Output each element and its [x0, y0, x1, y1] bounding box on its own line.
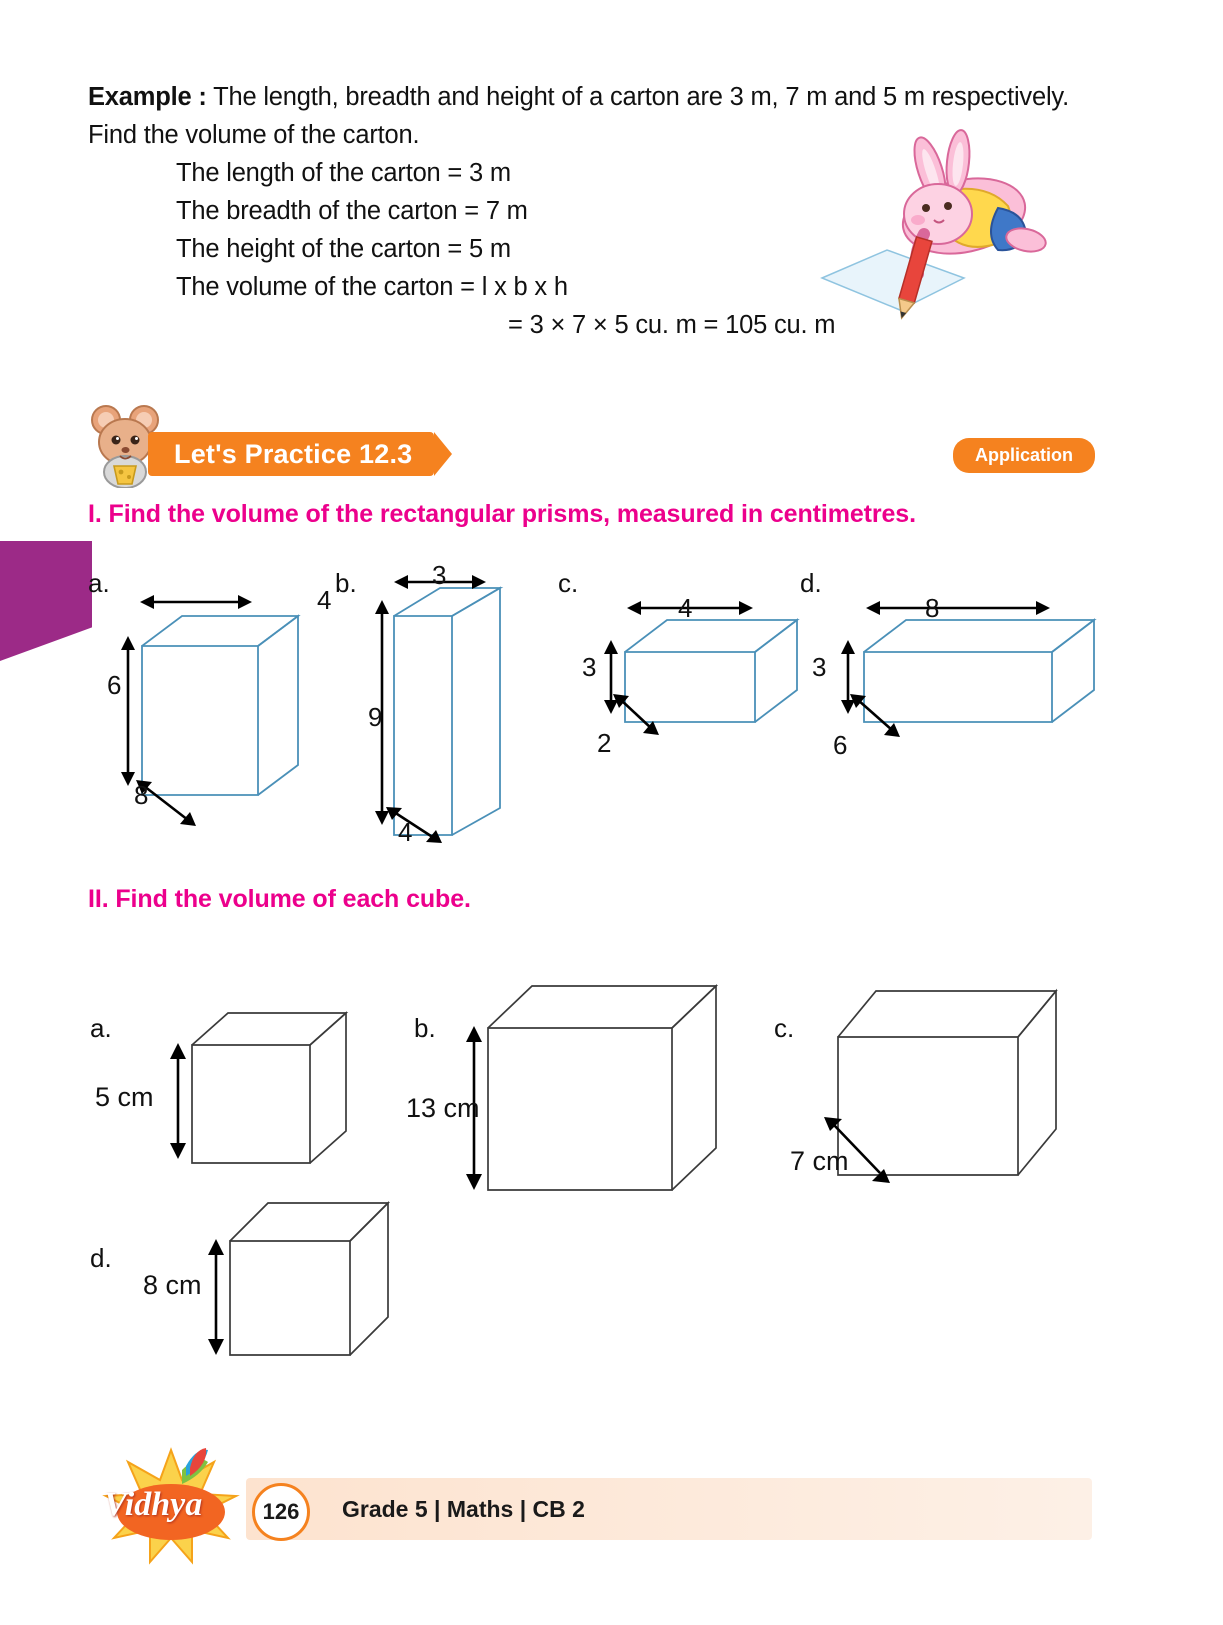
dim-arrow-top-d	[866, 601, 1050, 615]
dim-arrow-top-a	[140, 595, 252, 609]
dim-label-b-height: 9	[368, 702, 383, 732]
cube-a-side-label: 5 cm	[95, 1082, 154, 1112]
application-badge: Application	[953, 438, 1095, 473]
dim-arrow-height-a	[121, 636, 135, 786]
item-letter-2c: c.	[774, 1013, 795, 1043]
dim-label-d-top: 8	[925, 593, 940, 623]
prism-figure-b	[372, 570, 572, 850]
dim-label-a-top: 4	[317, 585, 332, 615]
section-heading-2: II. Find the volume of each cube.	[88, 885, 471, 913]
cube-figure-d	[208, 1193, 418, 1378]
dim-label-c-height: 3	[582, 652, 597, 682]
rabbit-illustration	[812, 128, 1062, 328]
example-line-1: The length of the carton = 3 m	[176, 159, 511, 187]
dim-label-d-depth: 6	[833, 730, 848, 760]
prism-figure-c	[595, 590, 825, 770]
example-statement-text: The length, breadth and height of a carton are 3 m, 7 m and 5 m respectively. Find the volume of the carton.	[88, 83, 1069, 149]
item-letter-2d: d.	[90, 1243, 112, 1273]
example-line-3: The height of the carton = 5 m	[176, 235, 511, 263]
practice-banner	[148, 432, 434, 476]
cube-d-side-label: 8 cm	[143, 1270, 202, 1300]
dim-label-b-depth: 4	[398, 817, 413, 847]
item-letter-1a: a.	[88, 568, 110, 598]
dim-label-c-top: 4	[678, 593, 693, 623]
dim-arrow-height-d	[841, 640, 855, 714]
cube-c-side-label: 7 cm	[790, 1146, 849, 1176]
section-heading-1: I. Find the volume of the rectangular prisms, measured in centimetres.	[88, 500, 916, 528]
dim-label-b-top: 3	[432, 560, 447, 590]
cube-figure-c	[818, 975, 1058, 1195]
example-label: Example :	[88, 83, 207, 111]
example-line-2: The breadth of the carton = 7 m	[176, 197, 528, 225]
dim-label-a-height: 6	[107, 670, 122, 700]
logo-text: Vidhya	[104, 1486, 203, 1523]
example-result: = 3 × 7 × 5 cu. m = 105 cu. m	[508, 311, 836, 339]
dim-arrow-cube-a	[170, 1043, 186, 1159]
item-letter-1d: d.	[800, 568, 822, 598]
item-letter-1b: b.	[335, 568, 357, 598]
dim-arrow-depth-d	[850, 694, 900, 737]
dim-label-d-height: 3	[812, 652, 827, 682]
dim-label-a-depth: 8	[134, 780, 149, 810]
item-letter-2a: a.	[90, 1013, 112, 1043]
item-letter-2b: b.	[414, 1013, 436, 1043]
page-number-badge: 126	[252, 1483, 310, 1541]
dim-arrow-height-c	[604, 640, 618, 714]
item-letter-1c: c.	[558, 568, 579, 598]
practice-title: Let's Practice 12.3	[174, 438, 413, 469]
prism-figure-a	[120, 580, 383, 850]
prism-figure-d	[830, 590, 1120, 770]
example-line-4: The volume of the carton = l x b x h	[176, 273, 568, 301]
cube-b-side-label: 13 cm	[406, 1093, 480, 1123]
purple-side-tab	[0, 541, 92, 661]
dim-arrow-cube-d	[208, 1239, 224, 1355]
footer-bar	[246, 1478, 1092, 1540]
cube-figure-b	[470, 968, 760, 1208]
dim-label-c-depth: 2	[597, 728, 612, 758]
cube-figure-a	[170, 1005, 380, 1185]
footer-text: Grade 5 | Maths | CB 2	[342, 1495, 585, 1522]
dim-arrow-depth-c	[613, 694, 659, 735]
